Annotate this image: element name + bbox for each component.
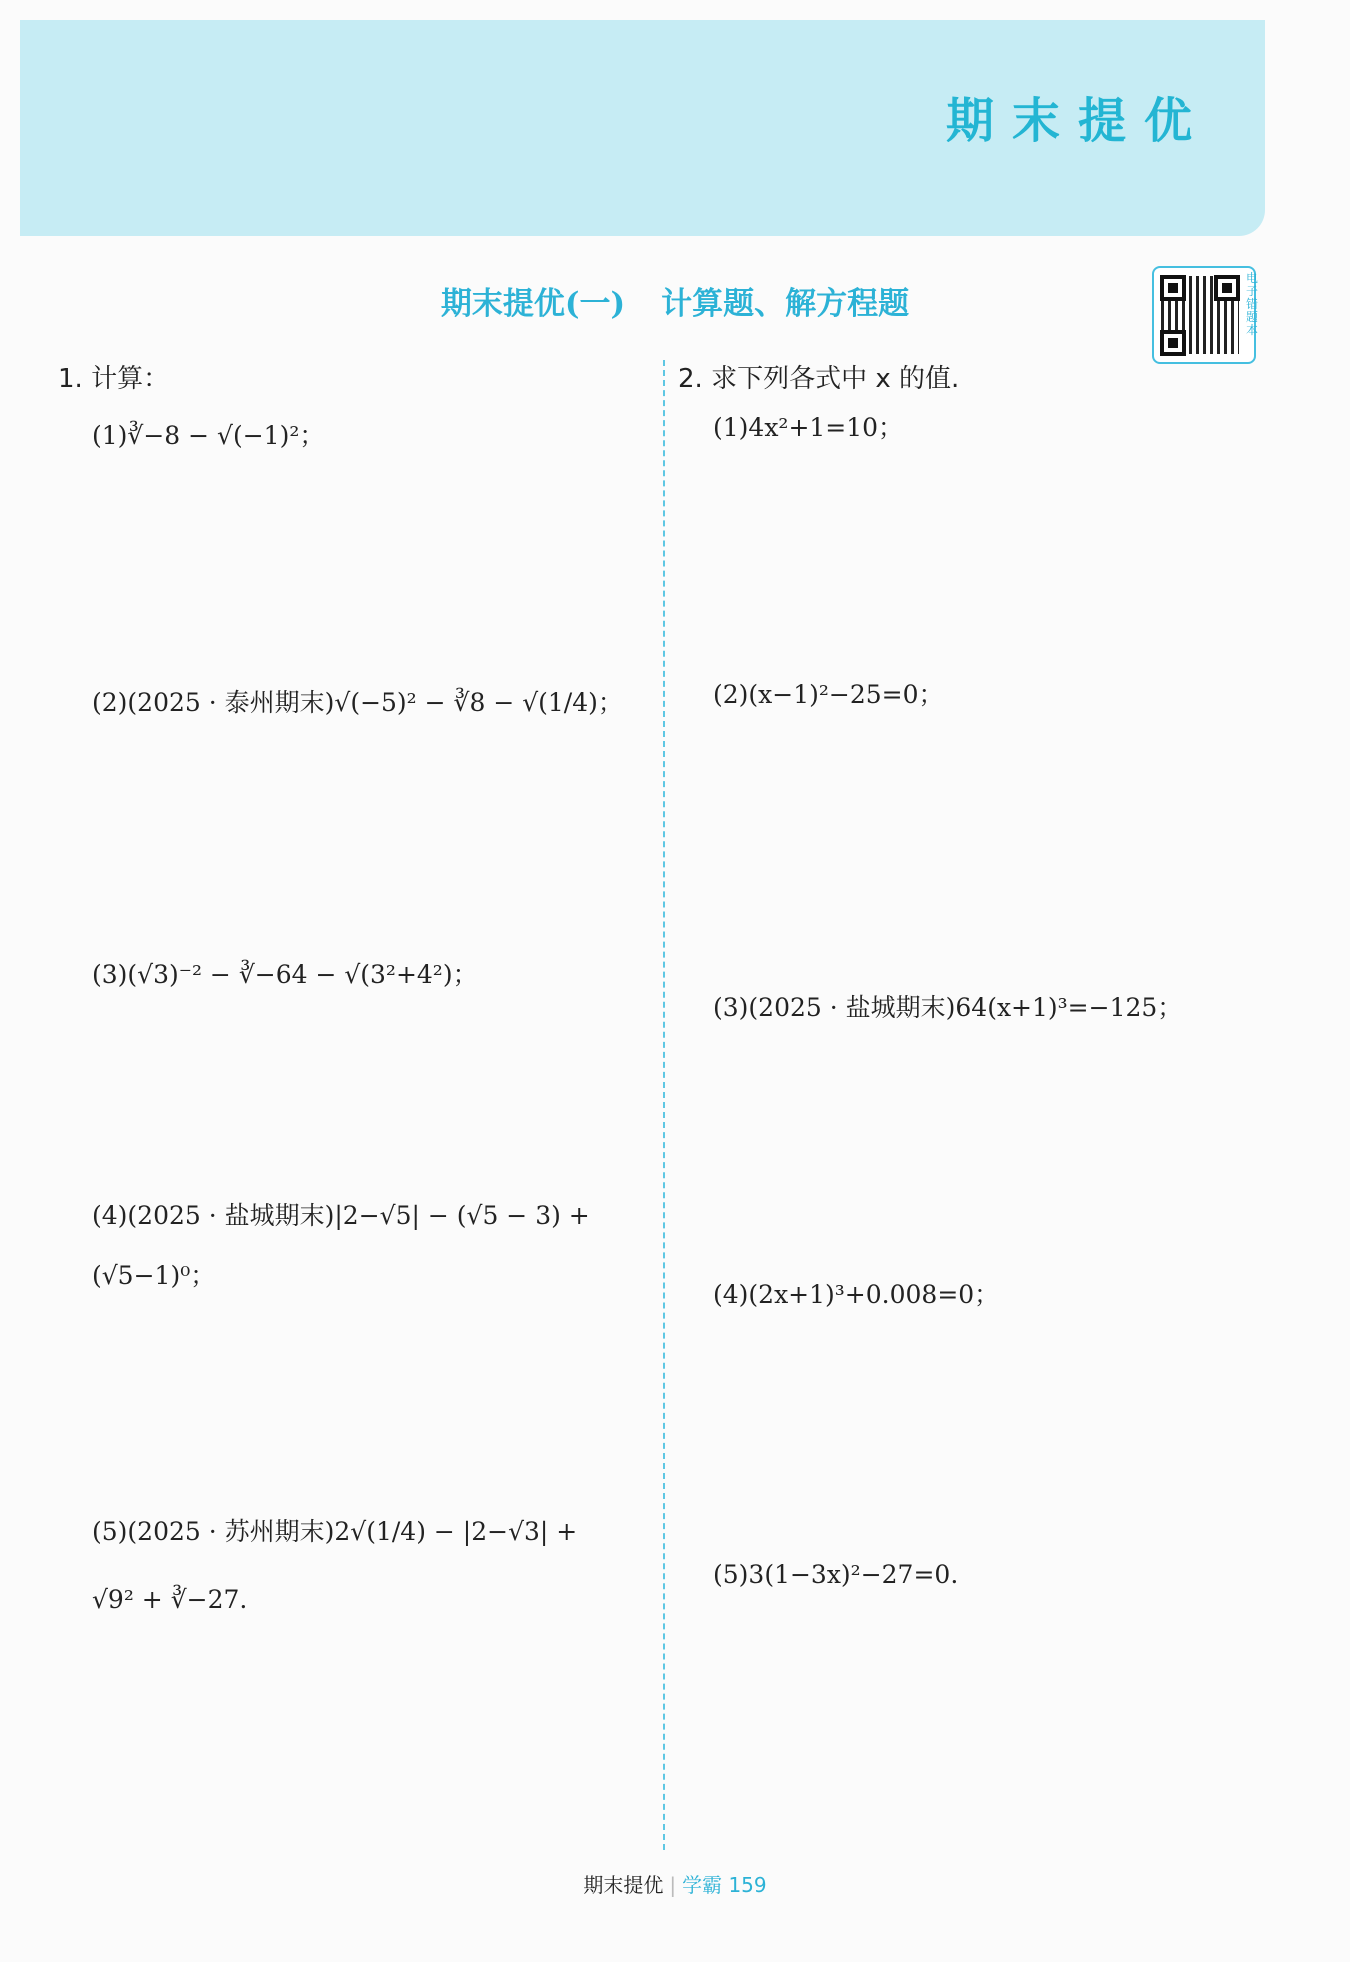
q1-item-4: (4)(2025 · 盐城期末)|2−√5| − (√5 − 3) + bbox=[92, 1201, 590, 1230]
page-number: 159 bbox=[728, 1873, 767, 1897]
section-title-part2: 计算题、解方程题 bbox=[661, 286, 910, 322]
q1-header: 1. 计算： bbox=[58, 364, 170, 394]
q1-item-1: (1)∛−8 − √(−1)²； bbox=[92, 421, 325, 450]
page-footer bbox=[0, 1869, 1350, 1898]
qr-finder-icon bbox=[1160, 275, 1186, 301]
banner-title: 期末提优 bbox=[945, 93, 1210, 149]
q2-item-4: (4)(2x+1)³+0.008=0； bbox=[713, 1280, 1000, 1309]
qr-label: 电子错题本 bbox=[1246, 271, 1259, 337]
q1-item-4-cont: (√5−1)⁰； bbox=[92, 1261, 216, 1290]
section-title bbox=[0, 278, 1350, 323]
q1-item-5: (5)(2025 · 苏州期末)2√(1/4) − |2−√3| + bbox=[92, 1517, 578, 1546]
section-title-part1: 期末提优(一) bbox=[440, 286, 626, 322]
qr-finder-icon bbox=[1214, 275, 1240, 301]
q1-item-5-cont: √9² + ∛−27. bbox=[92, 1585, 248, 1614]
q2-item-2: (2)(x−1)²−25=0； bbox=[713, 680, 944, 709]
column-divider bbox=[663, 360, 665, 1850]
q1-item-2: (2)(2025 · 泰州期末)√(−5)² − ∛8 − √(1/4)； bbox=[92, 688, 623, 717]
q2-item-3: (3)(2025 · 盐城期末)64(x+1)³=−125； bbox=[713, 993, 1183, 1022]
header-banner bbox=[20, 20, 1265, 236]
footer-section-label: 期末提优 bbox=[583, 1873, 664, 1897]
q2-header: 2. 求下列各式中 x 的值. bbox=[678, 364, 960, 394]
footer-separator: | bbox=[669, 1873, 677, 1897]
qr-finder-icon bbox=[1160, 330, 1186, 356]
q2-item-1: (1)4x²+1=10； bbox=[713, 413, 904, 442]
q2-item-5: (5)3(1−3x)²−27=0. bbox=[713, 1560, 959, 1589]
footer-brand: 学霸 bbox=[682, 1873, 723, 1897]
q1-item-3: (3)(√3)⁻² − ∛−64 − √(3²+4²)； bbox=[92, 960, 478, 989]
qr-code[interactable] bbox=[1152, 266, 1259, 364]
